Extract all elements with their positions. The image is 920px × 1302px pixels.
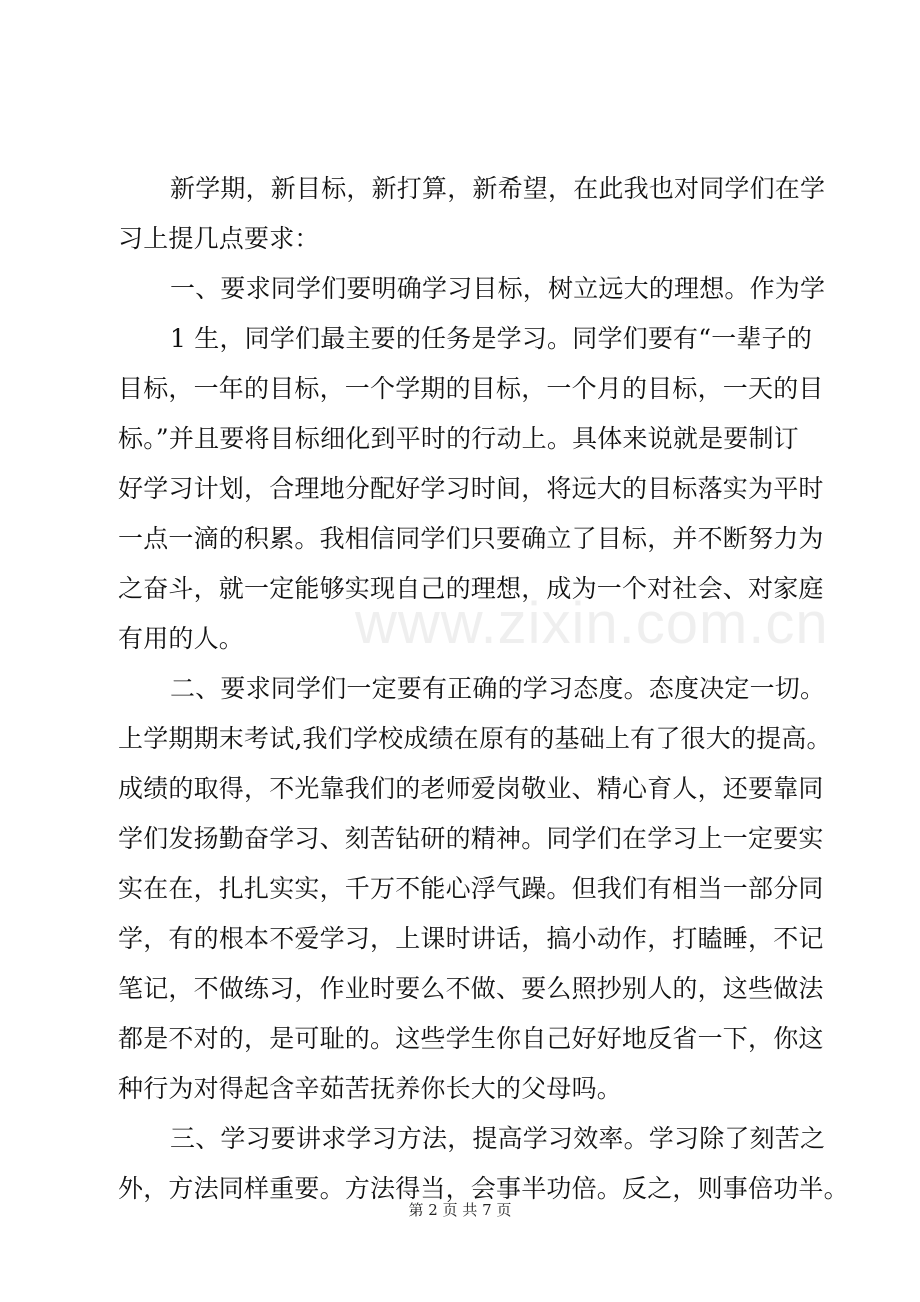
paragraph-line: 好学习计划，合理地分配好学习时间，将远大的目标落实为平时 [118,474,824,503]
paragraph-line: 有用的人。 [118,624,245,653]
paragraph-line: 目标，一年的目标，一个学期的目标，一个月的目标，一天的目 [118,374,824,403]
paragraph-line: 三、学习要讲求学习方法，提高学习效率。学习除了刻苦之 [170,1124,826,1153]
paragraph-line: 二、要求同学们一定要有正确的学习态度。态度决定一切。 [170,674,826,703]
paragraph-line: 1 生，同学们最主要的任务是学习。同学们要有“一辈子的 [170,324,813,353]
paragraph-line: 学，有的根本不爱学习，上课时讲话，搞小动作，打瞌睡，不记 [118,924,824,953]
paragraph-line: 外，方法同样重要。方法得当，会事半功倍。反之，则事倍功半。 [118,1174,849,1203]
paragraph-line: 一、要求同学们要明确学习目标，树立远大的理想。作为学 [170,274,826,303]
paragraph-line: 之奋斗，就一定能够实现自己的理想，成为一个对社会、对家庭 [118,574,824,603]
page-footer: 第 2 页 共 7 页 [408,1201,512,1219]
paragraph-line: 笔记，不做练习，作业时要么不做、要么照抄别人的，这些做法 [118,974,824,1003]
paragraph-line: 都是不对的，是可耻的。这些学生你自己好好地反省一下，你这 [118,1024,824,1053]
paragraph-line: 上学期期末考试,我们学校成绩在原有的基础上有了很大的提高。 [118,724,832,753]
paragraph-line: 标。”并且要将目标细化到平时的行动上。具体来说就是要制订 [118,424,799,453]
paragraph-line: 实在在，扎扎实实，千万不能心浮气躁。但我们有相当一部分同 [118,874,824,903]
paragraph-line: 成绩的取得，不光靠我们的老师爱岗敬业、精心育人，还要靠同 [118,774,824,803]
paragraph-line: 习上提几点要求： [118,224,320,253]
paragraph-line: 学们发扬勤奋学习、刻苦钻研的精神。同学们在学习上一定要实 [118,824,824,853]
paragraph-line: 种行为对得起含辛茹苦抚养你长大的父母吗。 [118,1074,623,1103]
paragraph-line: 新学期，新目标，新打算，新希望，在此我也对同学们在学 [170,174,826,203]
paragraph-line: 一点一滴的积累。我相信同学们只要确立了目标，并不断努力为 [118,524,824,553]
watermark: www.zixin.com.cn [355,591,829,656]
